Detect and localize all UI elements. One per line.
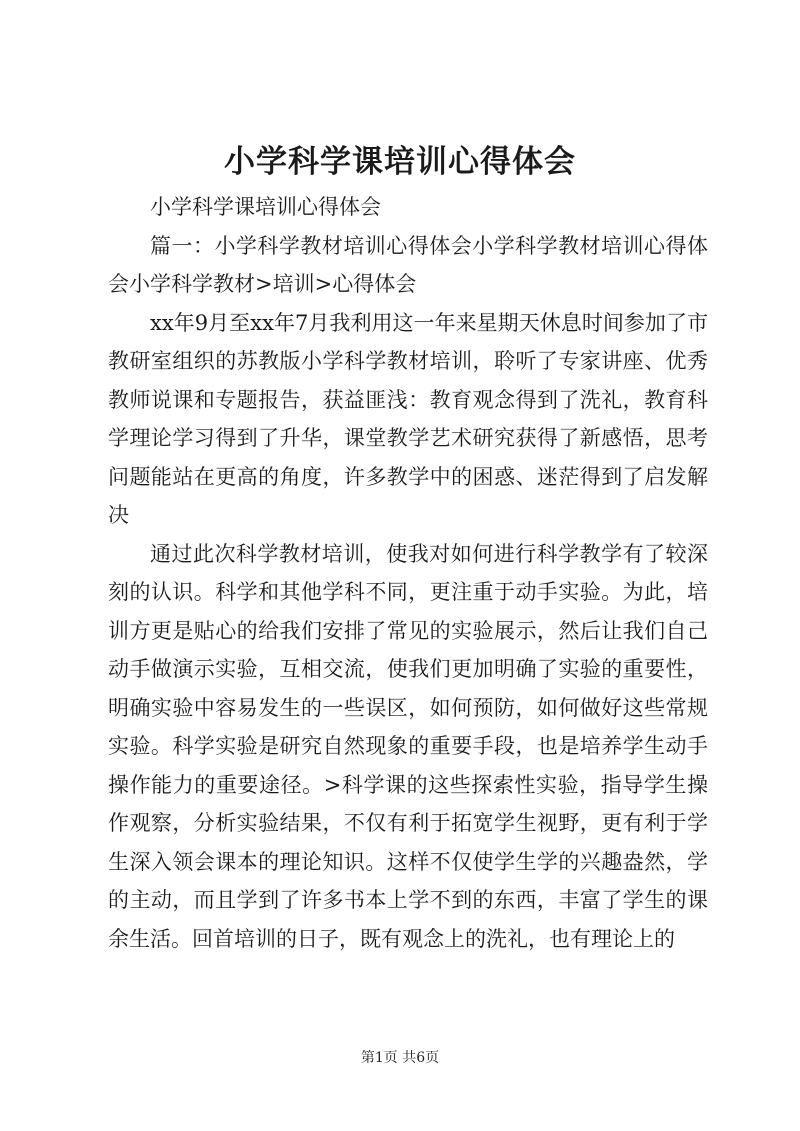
- paragraph-subtitle: 小学科学课培训心得体会: [150, 195, 381, 219]
- paragraph-1: 篇一：小学科学教材培训心得体会小学科学教材培训心得体会小学科学教材>培训>心得体会: [108, 233, 708, 296]
- paragraph-3: 通过此次科学教材培训，使我对如何进行科学教学有了较深刻的认识。科学和其他学科不同，更注重于动手实验。为此，培训方更是贴心的给我们安排了常见的实验展示，然后让我们自己动手做演示实验，互相交流，使我们更加明确了实验的重要性，明确实验中容易发生的一些误区，如何预防，如何做好这些常规实验。科学实验是研究自然现象的重要手段，也是培养学生动手操作能力的重要途径。>科学课的这些探索性实验，指导学生操作观察，分析实验结果，不仅有利于拓宽学生视野，更有利于学生深入领会课本的理论知识。这样不仅使学生学的兴趣盎然，学的主动，而且学到了许多书本上学不到的东西，丰富了学生的课余生活。回首培训的日子，既有观念上的洗礼，也有理论上的: [108, 541, 708, 951]
- page-number-footer: 第1页 共6页: [360, 1050, 440, 1066]
- document-body: [108, 188, 708, 958]
- paragraph-2: xx年9月至xx年7月我利用这一年来星期天休息时间参加了市教研室组织的苏教版小学科学教材培训，聆听了专家讲座、优秀教师说课和专题报告，获益匪浅：教育观念得到了洗礼，教育科学理论学习得到了升华，课堂教学艺术研究获得了新感悟，思考问题能站在更高的角度，许多教学中的困惑、迷茫得到了启发解决: [108, 310, 708, 527]
- document-title: 小学科学课培训心得体会: [224, 144, 576, 180]
